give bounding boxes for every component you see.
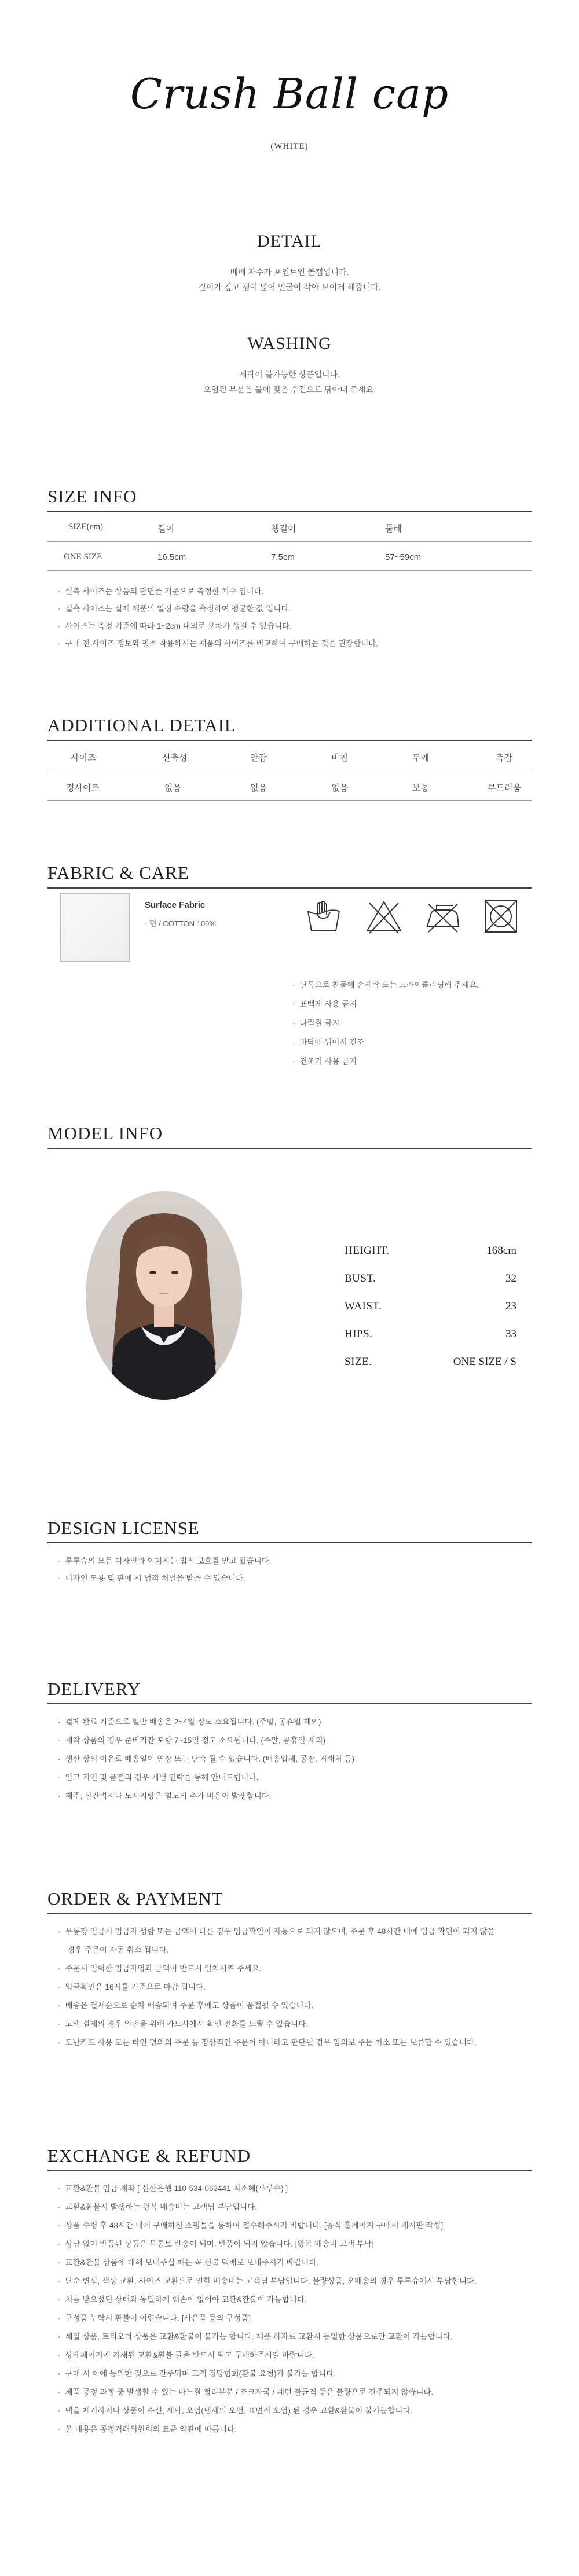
- refund-note: · 구성품 누락시 환불이 어렵습니다. [사은품 등의 구성품]: [58, 2311, 251, 2323]
- design-license-heading: DESIGN LICENSE: [47, 1518, 200, 1538]
- size-table-cell: 16.5cm: [157, 552, 186, 562]
- divider: [47, 1148, 532, 1149]
- care-note: · 다림질 금지: [292, 1017, 339, 1028]
- refund-note: · 구매 시 이에 동의한 것으로 간주되며 고객 정당힘회(환불 요청)가 불가능 합니다.: [58, 2367, 336, 2379]
- additional-table-header: 촉감: [496, 753, 512, 763]
- additional-table-cell: 없음: [250, 783, 267, 793]
- additional-table-header: 신축성: [162, 753, 188, 763]
- no-bleach-icon: [365, 897, 403, 935]
- order-note: · 무통장 입금시 입금자 성함 또는 금액이 다른 경우 입금확인이 자동으로 되지 않으며, 주문 후 48시간 내에 입금 확인이 되지 않을: [58, 1925, 495, 1936]
- care-note: · 표백제 사용 금지: [292, 997, 357, 1009]
- divider: [47, 2170, 532, 2171]
- size-table-header: SIZE(cm): [68, 522, 103, 531]
- model-spec-label: BUST.: [345, 1272, 376, 1285]
- care-note: · 건조기 사용 금지: [292, 1055, 357, 1066]
- refund-note: · 상담 없이 반품된 상품은 무통보 반송이 되며, 반품이 되지 않습니다. [왕복 배송비 고객 부담]: [58, 2237, 374, 2249]
- size-table-cell: 7.5cm: [271, 552, 295, 562]
- refund-note: · 세일 상품, 트리오더 상품은 교환&환불이 불가능 합니다. 제품 하자로 교환시 동일한 상품으로만 교환이 가능합니다.: [58, 2330, 452, 2342]
- divider: [47, 1542, 532, 1543]
- model-spec-value: 32: [505, 1272, 516, 1285]
- additional-table-header: 두께: [412, 753, 429, 763]
- delivery-note: · 생산 상의 이유로 배송일이 연장 또는 단축 될 수 있습니다. (배송업체, 공장, 거래처 등): [58, 1752, 354, 1764]
- size-table-header: 챙길이: [271, 524, 296, 534]
- delivery-note: · 제주, 산간벽지나 도서지방은 별도의 추가 비용이 발생합니다.: [58, 1789, 272, 1801]
- additional-table-cell: 부드러움: [488, 783, 521, 793]
- hand-wash-icon: [305, 897, 343, 935]
- order-note: · 배송은 결제순으로 순차 배송되며 주문 후에도 상품이 품절될 수 있습니다.: [58, 1999, 313, 2010]
- fabric-composition: · 면 / COTTON 100%: [145, 919, 216, 928]
- model-spec-label: HIPS.: [345, 1328, 373, 1340]
- detail-heading: DETAIL: [257, 232, 322, 251]
- license-note: · 루루슈의 모든 디자인과 이미지는 법적 보호를 받고 있습니다.: [58, 1554, 272, 1566]
- additional-table-header: 사이즈: [71, 753, 96, 763]
- detail-line: 베베 자수가 포인트인 볼캡입니다.: [230, 267, 349, 277]
- delivery-heading: DELIVERY: [47, 1679, 141, 1699]
- no-tumble-dry-icon: [482, 897, 520, 935]
- additional-detail-heading: ADDITIONAL DETAIL: [47, 715, 236, 735]
- size-table-header: 길이: [157, 524, 174, 534]
- refund-note: · 상세페이지에 기재된 교환&환불 글을 반드시 읽고 구매하주시길 바랍니다.: [58, 2349, 314, 2360]
- refund-note: · 제품 공정 과정 중 발생할 수 있는 바느질 정리부분 / 조크자국 / 패턴 불균직 등은 불량으로 간주되지 않습니다.: [58, 2386, 433, 2397]
- divider: [47, 800, 532, 801]
- divider: [47, 541, 532, 542]
- order-note: · 주문시 입력한 입금자명과 금액이 반드시 일치시켜 주세요.: [58, 1962, 262, 1973]
- license-note: · 디자인 도용 및 판매 시 법적 처벌을 받을 수 있습니다.: [58, 1572, 245, 1583]
- divider: [47, 740, 532, 741]
- model-spec-value: ONE SIZE / S: [453, 1356, 516, 1368]
- washing-heading: WASHING: [247, 334, 332, 353]
- size-info-heading: SIZE INFO: [47, 486, 137, 507]
- washing-line: 세탁이 불가능한 상품입니다.: [239, 370, 340, 379]
- product-title: Crush Ball cap: [130, 69, 449, 118]
- model-spec-label: SIZE.: [345, 1356, 372, 1368]
- no-iron-icon: [424, 897, 462, 935]
- divider: [47, 887, 532, 889]
- order-note: · 고액 결제의 경우 안전을 위해 카드사에서 확인 전화를 드릴 수 있습니다.: [58, 2017, 308, 2029]
- delivery-note: · 결제 완료 기준으로 일반 배송은 2~4일 정도 소요됩니다. (주말, 공휴일 제외): [58, 1715, 321, 1727]
- product-color: (WHITE): [270, 142, 309, 151]
- order-payment-heading: ORDER & PAYMENT: [47, 1888, 223, 1909]
- care-note: · 바닥에 뉘어서 건조: [292, 1036, 364, 1047]
- divider: [47, 511, 532, 512]
- refund-note: · 교환&환불 입금 계좌 [ 신한은행 110-534-063441 최소혜(루루슈) ]: [58, 2182, 288, 2193]
- order-note: · 입금확인은 16시를 기준으로 마감 됩니다.: [58, 1980, 206, 1992]
- additional-table-cell: 보통: [412, 783, 429, 793]
- fabric-title: Surface Fabric: [145, 900, 206, 910]
- refund-note: · 단순 변심, 색상 교환, 사이즈 교환으로 인한 배송비는 고객님 부담입니다. 불량상품, 오배송의 경우 루루슈에서 부담합니다.: [58, 2274, 477, 2286]
- delivery-note: · 제작 상품의 경우 준비기간 포함 7~15일 정도 소요됩니다. (주말, 공휴일 제외): [58, 1734, 325, 1745]
- size-note: · 사이즈는 측정 기준에 따라 1~2cm 내외로 오차가 생길 수 있습니다.: [58, 619, 292, 631]
- refund-note: · 처음 받으셨던 상태와 동일하게 훼손이 없어야 교환&환불이 가능합니다.: [58, 2293, 307, 2305]
- size-table-cell: 57~59cm: [385, 552, 422, 562]
- divider: [47, 570, 532, 571]
- size-note: · 실측 사이즈는 상품의 단면을 기준으로 측정한 치수 입니다.: [58, 585, 264, 596]
- detail-line: 길이가 깊고 챙이 넓어 얼굴이 작아 보이게 해줍니다.: [198, 282, 381, 292]
- washing-line: 오염된 부분은 물에 젖은 수건으로 닦아내 주세요.: [203, 385, 376, 394]
- additional-table-cell: 없음: [164, 783, 181, 793]
- exchange-refund-heading: EXCHANGE & REFUND: [47, 2145, 251, 2166]
- additional-table-header: 비침: [331, 753, 348, 763]
- model-photo: [86, 1191, 242, 1400]
- size-note: · 실측 사이즈는 실제 제품의 일정 수량을 측정하여 평균한 값 입니다.: [58, 602, 291, 614]
- model-spec-value: 23: [505, 1300, 516, 1312]
- delivery-note: · 입고 지연 및 품절의 경우 개별 연락을 통해 안내드립니다.: [58, 1771, 258, 1782]
- refund-note: · 교환&환불 상품에 대해 보내주실 때는 꼭 선불 택배로 보내주시기 바랍니다.: [58, 2256, 318, 2267]
- size-table-cell: ONE SIZE: [64, 552, 102, 562]
- order-note: · 도난카드 사용 또는 타인 명의의 주문 등 정상적인 주문이 아니라고 판단될 경우 임의로 주문 취소 또는 보류할 수 있습니다.: [58, 2036, 477, 2047]
- fabric-care-heading: FABRIC & CARE: [47, 863, 189, 883]
- additional-table-cell: 없음: [331, 783, 348, 793]
- model-spec-value: 168cm: [486, 1245, 516, 1257]
- refund-note: · 교환&환불시 발생하는 왕복 배송비는 고객님 부담입니다.: [58, 2200, 257, 2212]
- additional-table-header: 안감: [250, 753, 267, 763]
- size-table-header: 둘레: [385, 524, 402, 534]
- model-spec-label: WAIST.: [345, 1300, 382, 1312]
- fabric-swatch: [60, 893, 130, 962]
- order-note-continued: 경우 주문이 자동 취소 됩니다.: [67, 1946, 169, 1954]
- model-info-heading: MODEL INFO: [47, 1123, 163, 1143]
- refund-note: · 상품 수령 후 48시간 내에 구매하신 쇼핑몰을 통하여 접수해주시기 바랍니다. [공식 홈페이지 구매시 게시판 작성]: [58, 2219, 443, 2230]
- care-note: · 단독으로 찬물에 손세탁 또는 드라이클리닝해 주세요.: [292, 978, 479, 990]
- refund-note: · 본 내용은 공정거래위원회의 표준 약관에 따릅니다.: [58, 2423, 237, 2434]
- divider: [47, 1703, 532, 1704]
- size-note: · 구매 전 사이즈 정보와 핏소 착용하시는 제품의 사이즈를 비교하여 구매하는 것을 권장합니다.: [58, 637, 378, 648]
- additional-table-cell: 정사이즈: [66, 783, 100, 793]
- model-spec-label: HEIGHT.: [345, 1245, 390, 1257]
- model-spec-value: 33: [505, 1328, 516, 1340]
- refund-note: · 택을 제거하거나 상품이 수선, 세탁, 오염(냄새의 오염, 표면적 오염) 된 경우 교환&환불이 불가능합니다.: [58, 2404, 412, 2416]
- divider: [47, 1913, 532, 1914]
